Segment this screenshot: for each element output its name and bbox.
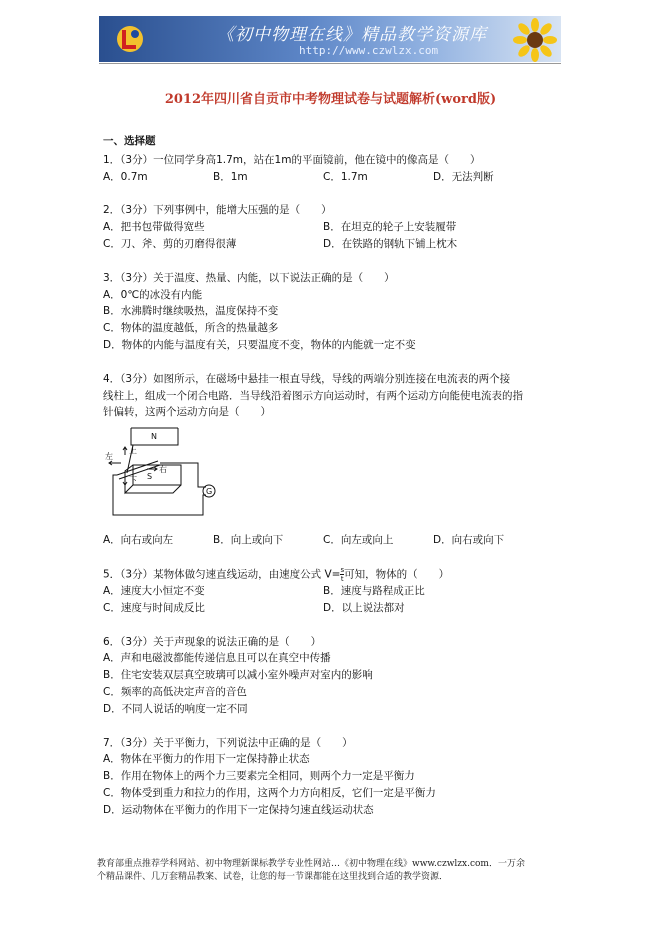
question-stem: 2．（3分）下列事例中，能增大压强的是（ ） bbox=[103, 204, 332, 217]
sunflower-icon bbox=[513, 18, 557, 62]
option-a: A．把书包带做得宽些 bbox=[103, 221, 205, 234]
header-divider bbox=[99, 63, 561, 64]
option-c: C．向左或向上 bbox=[323, 533, 394, 546]
question-1 bbox=[103, 152, 543, 186]
option-d: D．无法判断 bbox=[433, 170, 494, 183]
option-d: D．不同人说话的响度一定不同 bbox=[103, 702, 248, 715]
question-5 bbox=[103, 566, 543, 617]
option-b: B．速度与路程成正比 bbox=[323, 585, 425, 598]
fraction-numerator: s bbox=[340, 565, 345, 574]
option-d: D．运动物体在平衡力的作用下一定保持匀速直线运动状态 bbox=[103, 803, 374, 816]
option-a: A．0℃的冰没有内能 bbox=[103, 288, 203, 301]
option-b: B．水沸腾时继续吸热，温度保持不变 bbox=[103, 305, 279, 318]
option-a: A．物体在平衡力的作用下一定保持静止状态 bbox=[103, 753, 310, 766]
page-footer bbox=[97, 858, 567, 884]
question-stem: 7．（3分）关于平衡力，下列说法中正确的是（ ） bbox=[103, 736, 353, 749]
option-a: A．0.7m bbox=[103, 170, 148, 183]
question-7 bbox=[103, 735, 543, 819]
option-c: C．刀、斧、剪的刃磨得很薄 bbox=[103, 237, 237, 250]
direction-left-label: 左 bbox=[105, 452, 113, 462]
option-c: C．速度与时间成反比 bbox=[103, 601, 205, 614]
option-b: B．住宅安装双层真空玻璃可以减小室外噪声对室内的影响 bbox=[103, 669, 373, 682]
question-stem-line: 4．（3分）如图所示，在磁场中悬挂一根直导线，导线的两端分别连接在电流表的两个接 bbox=[103, 372, 511, 385]
direction-right-label: 右 bbox=[159, 465, 167, 475]
banner-url[interactable]: http://www.czwlzx.com bbox=[299, 44, 439, 57]
galvanometer-label: G bbox=[206, 487, 213, 497]
direction-down-label: 下 bbox=[129, 476, 137, 486]
option-c: C．1.7m bbox=[323, 170, 368, 183]
question-6 bbox=[103, 634, 543, 718]
footer-line: 个精品课件、几万套精品教案、试卷，让您的每一节课都能在这里找到合适的教学资源． bbox=[97, 872, 449, 882]
question-stem-end: 可知，物体的（ ） bbox=[344, 568, 450, 581]
direction-up-label: 上 bbox=[129, 446, 137, 456]
question-list bbox=[103, 133, 543, 819]
magnet-wire-diagram bbox=[103, 425, 233, 520]
question-3 bbox=[103, 270, 543, 354]
option-c: C．物体受到重力和拉力的作用，这两个力方向相反，它们一定是平衡力 bbox=[103, 787, 436, 800]
option-b: B．在坦克的轮子上安装履带 bbox=[323, 221, 457, 234]
fraction-denominator: t bbox=[340, 574, 344, 583]
option-b: B．向上或向下 bbox=[213, 533, 284, 546]
question-stem-line: 针偏转，这两个运动方向是（ ） bbox=[103, 406, 271, 419]
option-d: D．向右或向下 bbox=[433, 533, 505, 546]
option-d: D．物体的内能与温度有关，只要温度不变，物体的内能就一定不变 bbox=[103, 338, 416, 351]
question-stem: 6．（3分）关于声现象的说法正确的是（ ） bbox=[103, 635, 322, 648]
option-a: A．速度大小恒定不变 bbox=[103, 585, 205, 598]
question-stem: 3．（3分）关于温度、热量、内能，以下说法正确的是（ ） bbox=[103, 271, 395, 284]
document-title: 2012年四川省自贡市中考物理试卷与试题解析(word版) bbox=[164, 92, 497, 107]
footer-line: 教育部重点推荐学科网站、初中物理新课标教学专业性网站…《初中物理在线》www.czwlzx.com．一万余 bbox=[97, 859, 525, 869]
option-d: D．以上说法都对 bbox=[323, 601, 405, 614]
banner-title: 《初中物理在线》精品教学资源库 bbox=[217, 25, 487, 45]
question-2 bbox=[103, 202, 543, 252]
question-stem-start: 5．（3分）某物体做匀速直线运动，由速度公式 V= bbox=[103, 568, 341, 581]
question-4 bbox=[103, 371, 543, 549]
option-b: B．1m bbox=[213, 170, 248, 183]
option-d: D．在铁路的钢轨下铺上枕木 bbox=[323, 237, 458, 250]
header-banner bbox=[99, 16, 561, 62]
option-a: A．声和电磁波都能传递信息且可以在真空中传播 bbox=[103, 652, 331, 665]
question-stem-line: 线柱上，组成一个闭合电路．当导线沿着图示方向运动时，有两个运动方向能使电流表的指 bbox=[103, 389, 523, 402]
option-a: A．向右或向左 bbox=[103, 533, 174, 546]
section-heading: 一、选择题 bbox=[103, 135, 156, 147]
option-c: C．频率的高低决定声音的音色 bbox=[103, 686, 247, 699]
question-stem bbox=[103, 566, 543, 583]
site-logo-icon bbox=[115, 24, 145, 54]
option-b: B．作用在物体上的两个力三要素完全相同，则两个力一定是平衡力 bbox=[103, 770, 415, 783]
s-pole-label: S bbox=[147, 472, 153, 482]
option-c: C．物体的温度越低，所含的热量越多 bbox=[103, 322, 279, 335]
n-pole-label: N bbox=[151, 432, 157, 442]
question-stem: 1．（3分）一位同学身高1.7m，站在1m的平面镜前，他在镜中的像高是（ ） bbox=[103, 153, 481, 166]
